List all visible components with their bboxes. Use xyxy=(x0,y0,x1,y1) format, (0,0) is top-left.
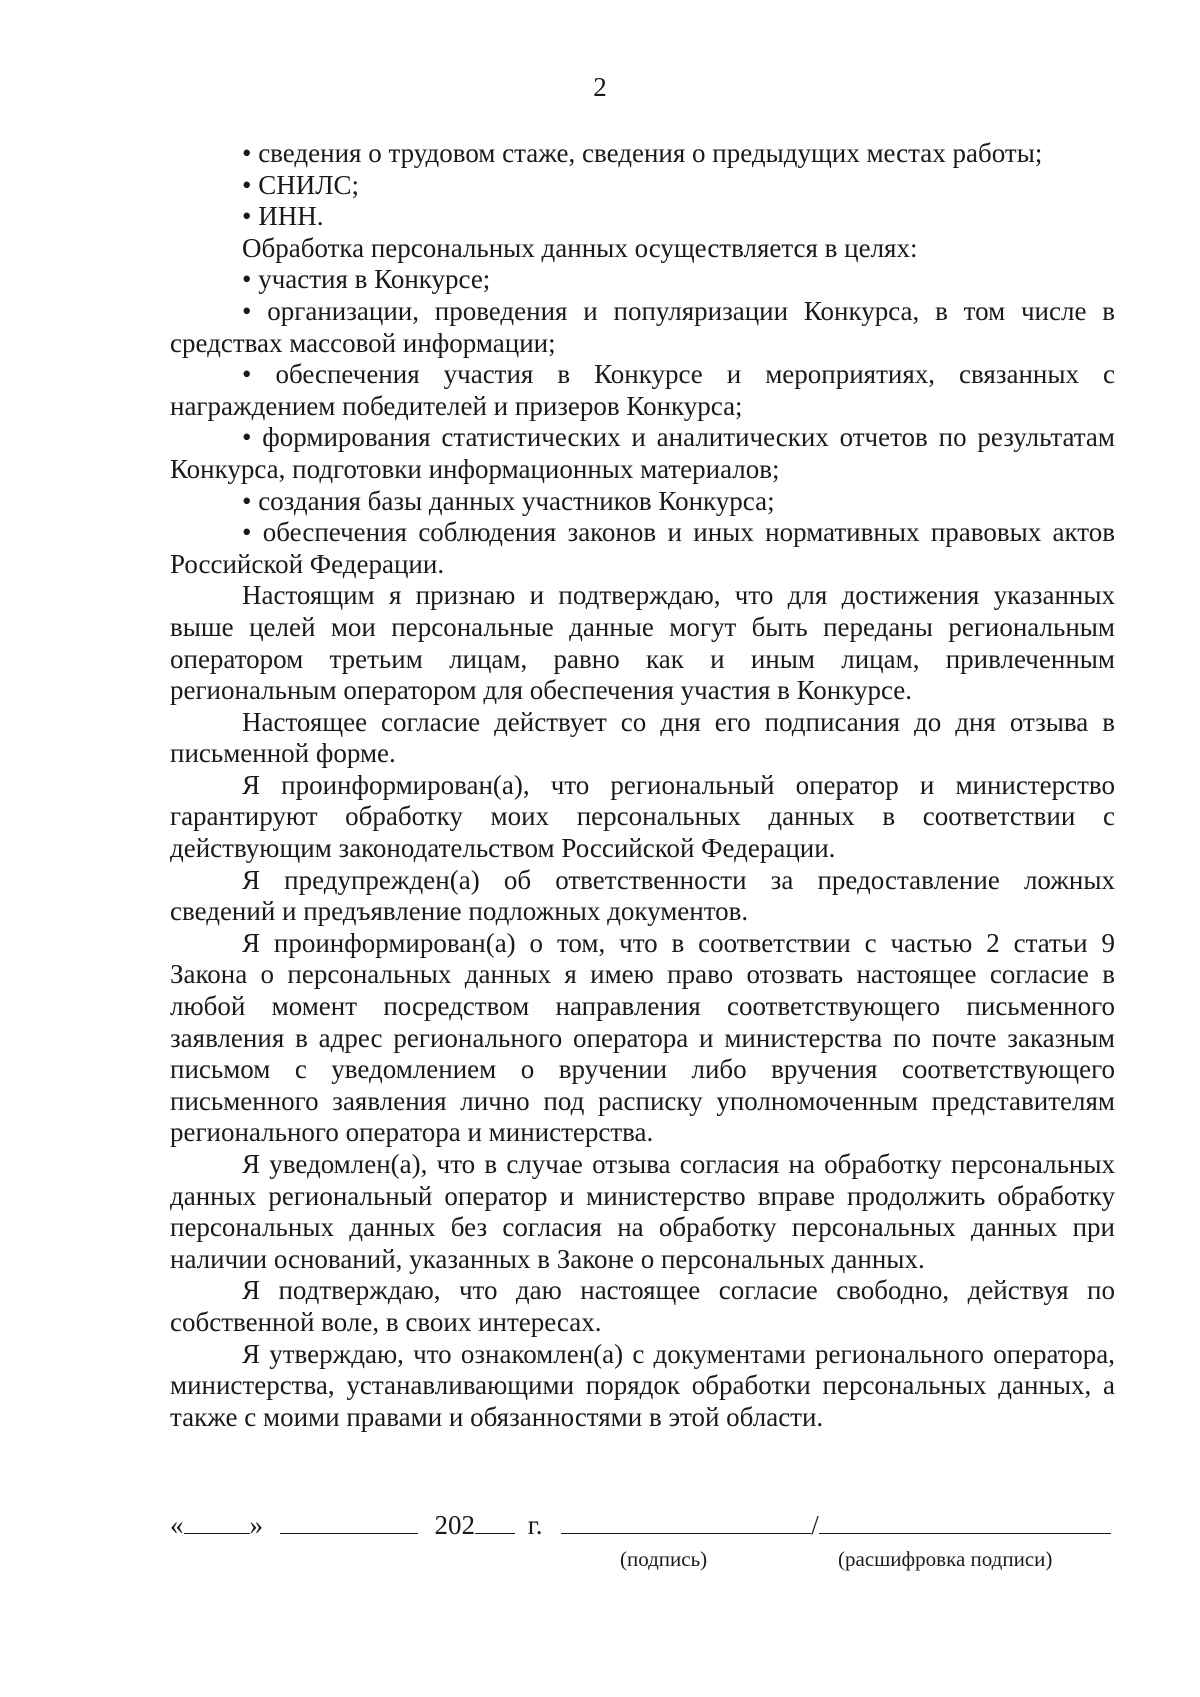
paragraph: Настоящее согласие действует со дня его подписания до дня отзыва в письменной форме. xyxy=(170,706,1115,769)
signature-caption: (подпись) xyxy=(620,1547,708,1571)
paragraph: • обеспечения участия в Конкурсе и мероприятиях, связанных с награждением победителей и призеров Конкурса; xyxy=(170,359,1115,421)
paragraph: Я проинформирован(а) о том, что в соответствии с частью 2 статьи 9 Закона о персональных данных я имею право отозвать настоящее согласие в любой момент посредством направления соответствующего письменного заявления в адрес регионального оператора и министерства по почте заказным письмом с уведомлением о вручении либо вручения соответствующего письменного заявления лично под расписку уполномоченным представителям регионального оператора и министерства. xyxy=(170,927,1115,1148)
paragraph: Я утверждаю, что ознакомлен(а) с документами регионального оператора, министерства, устанавливающими порядок обработки персональных данных, а также с моими правами и обязанностями в этой области. xyxy=(170,1338,1115,1432)
paragraph: • обеспечения соблюдения законов и иных нормативных правовых актов Российской Федерации. xyxy=(170,517,1115,579)
year-suffix: г. xyxy=(527,1510,543,1540)
day-blank[interactable] xyxy=(184,1511,250,1534)
year-blank[interactable] xyxy=(475,1511,515,1534)
paragraph: • СНИЛС; xyxy=(242,169,360,200)
signature-line xyxy=(170,1510,1111,1540)
year-prefix: 202 xyxy=(434,1510,475,1540)
paragraph: • организации, проведения и популяризации Конкурса, в том числе в средствах массовой информации; xyxy=(170,295,1115,358)
paragraph: • участия в Конкурсе; xyxy=(242,264,491,295)
signature-blank[interactable] xyxy=(561,1511,811,1534)
decode-caption: (расшифровка подписи) xyxy=(838,1547,1053,1571)
paragraph: Я подтверждаю, что даю настоящее согласие свободно, действуя по собственной воле, в своих интересах. xyxy=(170,1275,1115,1337)
slash: / xyxy=(811,1510,819,1540)
document-body xyxy=(170,138,1115,1433)
close-quote: » xyxy=(249,1510,263,1540)
paragraph: Я проинформирован(а), что региональный оператор и министерство гарантируют обработку моих персональных данных в соответствии с действующим законодательством Российской Федерации. xyxy=(170,769,1115,864)
paragraph: • ИНН. xyxy=(242,201,324,232)
name-decode-blank[interactable] xyxy=(819,1511,1111,1534)
page-number: 2 xyxy=(593,72,607,102)
month-blank[interactable] xyxy=(280,1511,418,1534)
open-quote: « xyxy=(170,1510,184,1540)
signature-block xyxy=(170,1510,1115,1580)
paragraph: Обработка персональных данных осуществляется в целях: xyxy=(242,232,918,263)
paragraph: • создания базы данных участников Конкурса; xyxy=(242,485,775,516)
paragraph: Настоящим я признаю и подтверждаю, что для достижения указанных выше целей мои персональные данные могут быть переданы региональным оператором третьим лицам, равно как и иным лицам, привлеченным региональным оператором для обеспечения участия в Конкурсе. xyxy=(170,580,1115,706)
paragraph: Я предупрежден(а) об ответственности за предоставление ложных сведений и предъявление подложных документов. xyxy=(170,864,1115,927)
paragraph: • сведения о трудовом стаже, сведения о предыдущих местах работы; xyxy=(242,138,1043,168)
paragraph: • формирования статистических и аналитических отчетов по результатам Конкурса, подготовки информационных материалов; xyxy=(170,422,1115,484)
paragraph: Я уведомлен(а), что в случае отзыва согласия на обработку персональных данных региональный оператор и министерство вправе продолжить обработку персональных данных без согласия на обработку персональных данных при наличии оснований, указанных в Законе о персональных данных. xyxy=(170,1149,1115,1274)
